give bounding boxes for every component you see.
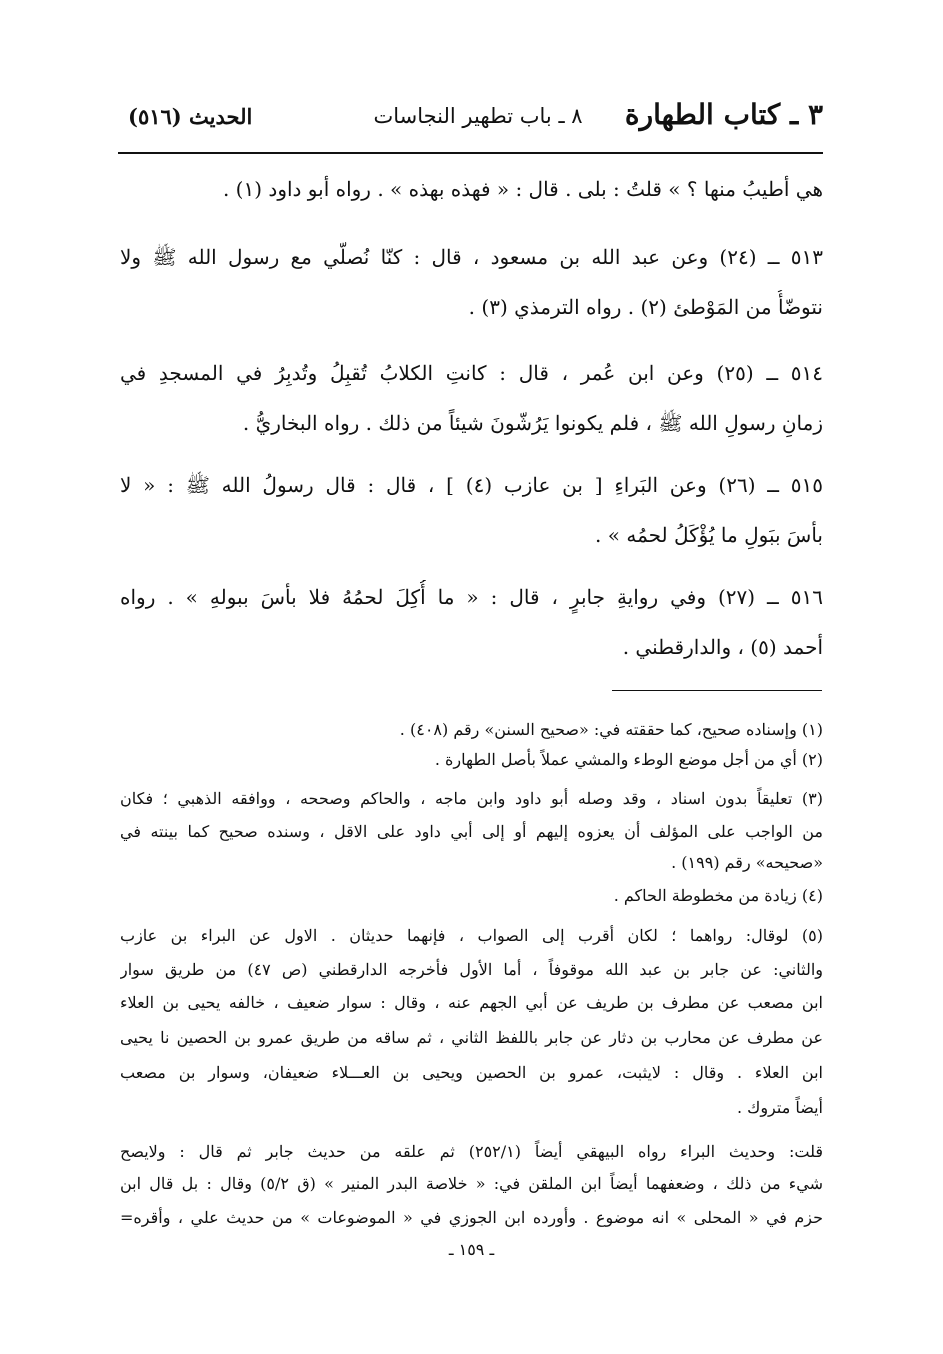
body-line: بأسَ ببَولِ ما يُؤْكَلُ لحمُه » .	[595, 523, 823, 547]
footnote-line: عن مطرف عن محارب بن دثار عن جابر باللفظ الثاني ، ثم ساقه من طريق عمرو بن الحصين نا يحيى	[120, 1028, 823, 1047]
footnote-line: (٥) لوقال: رواهما ؛ لكان أقرب إلى الصواب ، فإنهما حديثان . الاول عن البراء بن عازب	[120, 926, 823, 945]
footnote-line: والثاني: عن جابر بن عبد الله موقوفاً ، أما الأول فأخرجه الدارقطني (ص ٤٧) من طريق سوار	[120, 960, 823, 979]
page-number: ـ ١٥٩ ـ	[448, 1240, 495, 1259]
body-line: ٥١٦ ــ (٢٧) وفي روايةِ جابرٍ ، قال : « ما أُكِلَ لحمُهُ فلا بأسَ ببولهِ » . رواه	[120, 585, 823, 609]
hadith-number: الحديث (٥١٦)	[128, 104, 253, 129]
header-divider	[118, 152, 823, 154]
footnote-line: قلت: وحديث البراء رواه البيهقي أيضاً (٢٥٢/١) ثم علقه من حديث جابر ثم قال : ولايصح	[120, 1142, 823, 1161]
footnote-divider	[612, 690, 822, 691]
footnote-line: ابن مصعب عن مطرف بن طريف عن أبي الجهم عنه ، وقال : سوار ضعيف ، خالفه يحيى بن العلاء	[120, 993, 823, 1012]
body-line: زمانِ رسولِ الله ﷺ ، فلم يكونوا يَرُشّونَ شيئاً من ذلك . رواه البخاريُّ .	[242, 411, 823, 435]
body-line: نتوضّأُ من المَوْطئ (٢) . رواه الترمذي (٣) .	[468, 295, 823, 319]
footnote-line: حزم في « المحلى » انه موضوع . وأورده ابن الجوزي في « الموضوعات » من حديث علي ، وأقره=	[120, 1208, 823, 1227]
footnote-line: ابن العلاء . وقال : لايثبت، عمرو بن الحصين ويحيى بن العـــلاء ضعيفان، وسوار بن مصعب	[120, 1063, 823, 1082]
body-line: ٥١٤ ــ (٢٥) وعن ابن عُمر ، قال : كانتِ الكلابُ تُقبِلُ وتُدبِرُ في المسجدِ في	[120, 361, 823, 385]
footnote-line: شيء من ذلك ، وضعفهما أيضاً ابن الملقن في: « خلاصة البدر المنير » (ق ٥/٢) وقال : بل قال ابن	[120, 1174, 823, 1193]
body-line: ٥١٥ ــ (٢٦) وعن البَراءِ [ بن عازب (٤) ] ، قال : قال رسولُ الله ﷺ : « لا	[120, 473, 823, 497]
body-line: أحمد (٥) ، والدارقطني .	[622, 635, 823, 659]
body-line: هي أطيبُ منها ؟ » قلتُ : بلى . قال : « فهذه بهذه » . رواه أبو داود (١) .	[222, 177, 823, 201]
body-line: ٥١٣ ــ (٢٤) وعن عبد الله بن مسعود ، قال : كنّا نُصلّي مع رسول الله ﷺ ولا	[120, 245, 823, 269]
footnote-line: من الواجب على المؤلف أن يعزوه إليهم أو إلى أبي داود على الاقل ، وسنده صحيح كما بينته في	[120, 822, 823, 841]
footnote-line: (٢) أي من أجل موضع الوطء والمشي عملاً بأصل الطهارة .	[434, 750, 823, 769]
footnote-line: (١) وإسناده صحيح، كما حققته في: «صحيح السنن» رقم (٤٠٨) .	[399, 720, 823, 739]
book-title: ٣ ـ كتاب الطهارة	[624, 98, 823, 131]
footnote-line: «صحيحه» رقم (١٩٩) .	[671, 853, 823, 872]
footnote-line: (٤) زيادة من مخطوطة الحاكم .	[613, 886, 823, 905]
footnote-line: أيضاً متروك .	[736, 1098, 823, 1117]
footnote-line: (٣) تعليقاً بدون اسناد ، وقد وصله أبو داود وابن ماجه ، والحاكم وصححه ، ووافقه الذهبي ؛ فكان	[120, 789, 823, 808]
running-header	[118, 98, 823, 148]
chapter-title: ٨ ـ باب تطهير النجاسات	[373, 104, 583, 128]
